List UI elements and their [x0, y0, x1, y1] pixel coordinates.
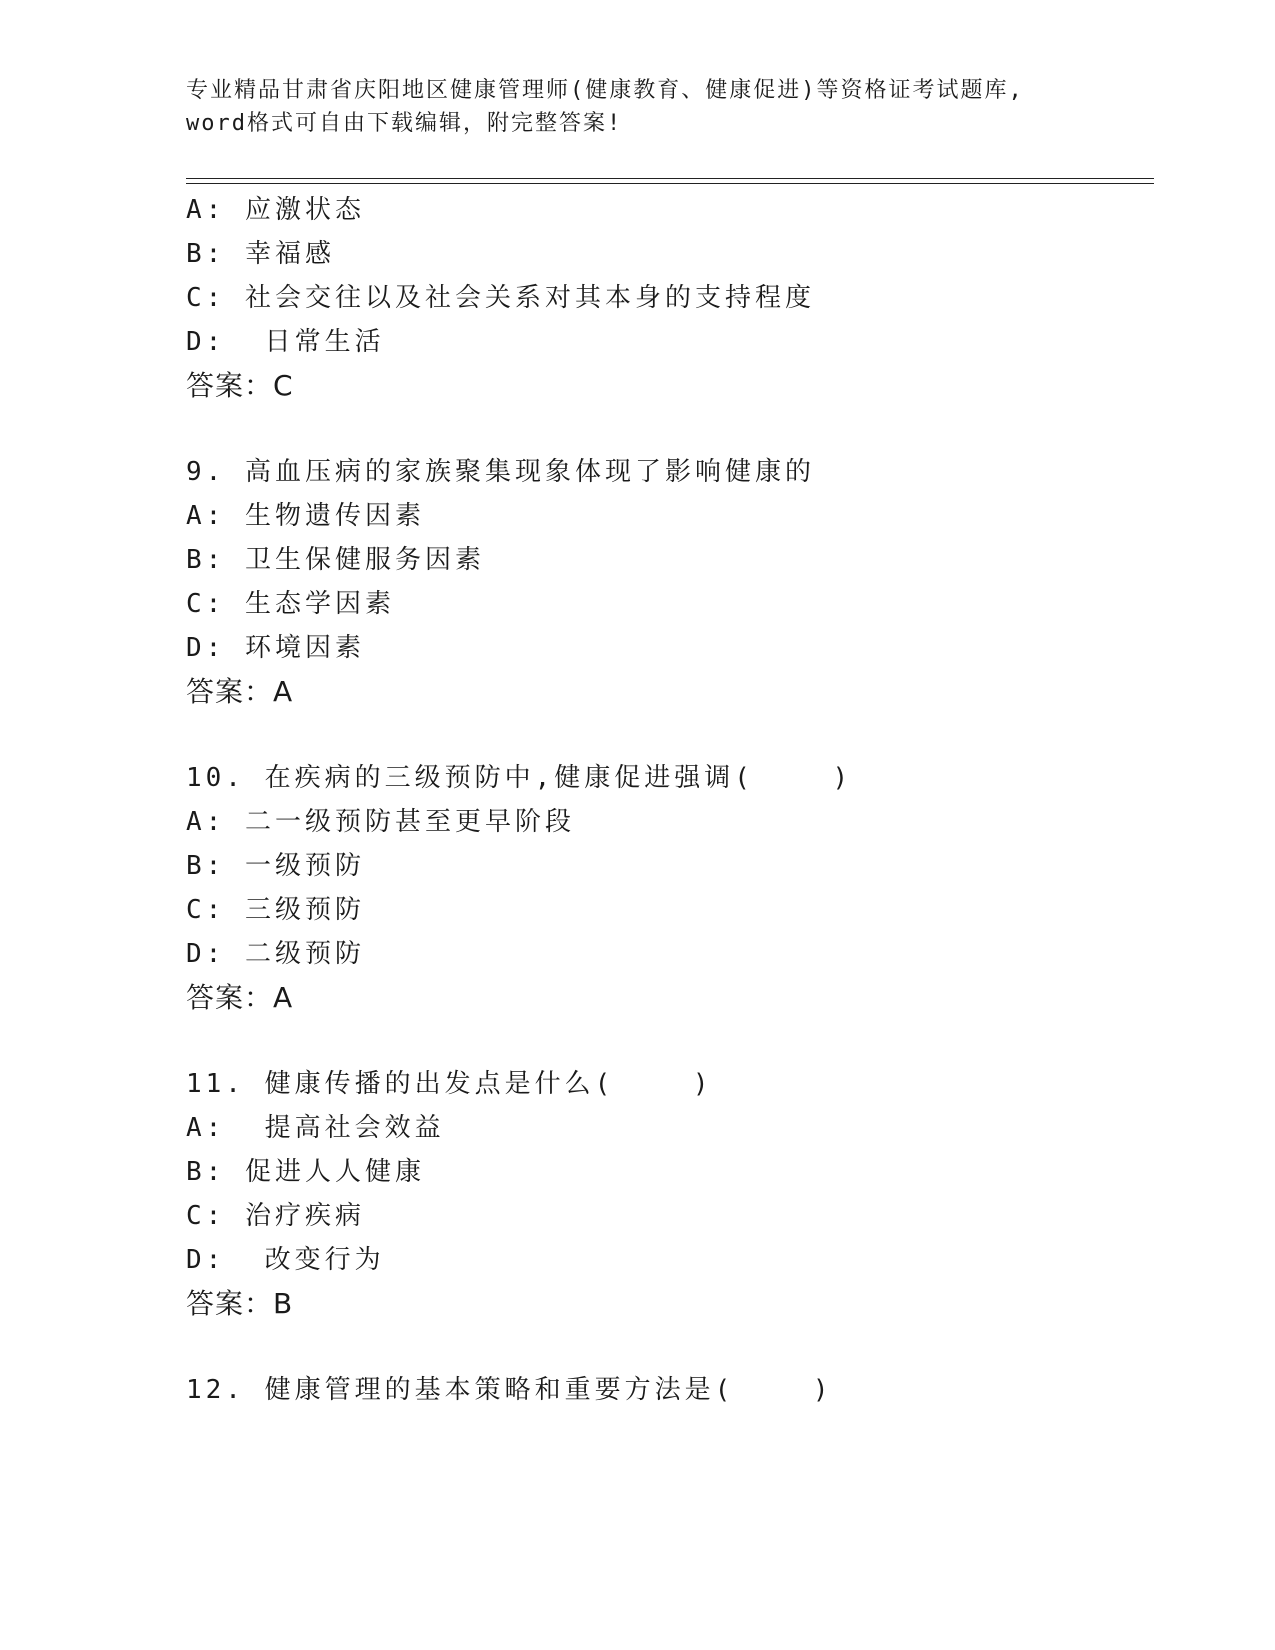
option-d: D: 日常生活	[186, 327, 385, 357]
question-stem: 11. 健康传播的出发点是什么( )	[186, 1069, 713, 1099]
header-line-1: 专业精品甘肃省庆阳地区健康管理师(健康教育、健康促进)等资格证考试题库,	[186, 78, 1024, 103]
option-a: A: 提高社会效益	[186, 1113, 445, 1143]
option-c: C: 治疗疾病	[186, 1201, 365, 1231]
option-b: B: 促进人人健康	[186, 1157, 425, 1187]
header-divider-top	[186, 178, 1154, 179]
option-c: C: 三级预防	[186, 895, 365, 925]
option-a: A: 二一级预防甚至更早阶段	[186, 807, 575, 837]
option-d: D: 改变行为	[186, 1245, 385, 1275]
answer-line: 答案：A	[186, 675, 294, 708]
option-d: D: 环境因素	[186, 633, 365, 663]
option-c: C: 社会交往以及社会关系对其本身的支持程度	[186, 283, 815, 313]
option-a: A: 生物遗传因素	[186, 501, 425, 531]
question-stem: 12. 健康管理的基本策略和重要方法是( )	[186, 1375, 833, 1405]
option-d: D: 二级预防	[186, 939, 365, 969]
header-divider-bottom	[186, 183, 1154, 184]
document-header	[186, 74, 1086, 140]
question-stem: 10. 在疾病的三级预防中,健康促进强调( )	[186, 763, 853, 793]
answer-line: 答案：B	[186, 1287, 294, 1320]
option-b: B: 卫生保健服务因素	[186, 545, 485, 575]
option-a: A: 应激状态	[186, 195, 365, 225]
option-c: C: 生态学因素	[186, 589, 395, 619]
answer-line: 答案：A	[186, 981, 294, 1014]
option-b: B: 幸福感	[186, 239, 335, 269]
option-b: B: 一级预防	[186, 851, 365, 881]
header-line-2: word格式可自由下载编辑，附完整答案!	[186, 111, 623, 136]
answer-line: 答案：C	[186, 369, 294, 402]
question-stem: 9. 高血压病的家族聚集现象体现了影响健康的	[186, 457, 815, 487]
